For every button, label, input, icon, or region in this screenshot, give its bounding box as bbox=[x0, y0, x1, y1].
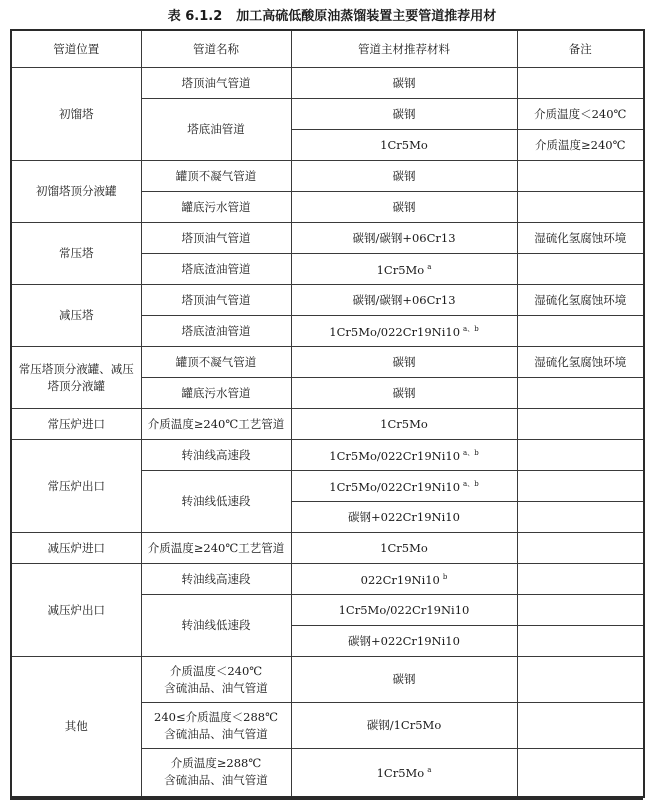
position-cell: 其他 bbox=[11, 657, 141, 797]
name-cell: 罐底污水管道 bbox=[141, 378, 291, 409]
material-cell: 1Cr5Mo/022Cr19Ni10 $^{a、b}$ bbox=[291, 440, 517, 471]
material-cell: 1Cr5Mo bbox=[291, 409, 517, 440]
footnote-marker: a、b bbox=[463, 480, 479, 488]
name-cell bbox=[141, 657, 291, 703]
name-cell bbox=[141, 749, 291, 797]
note-cell bbox=[517, 161, 644, 192]
note-cell bbox=[517, 440, 644, 471]
position-cell: 常压炉进口 bbox=[11, 409, 141, 440]
note-cell bbox=[517, 409, 644, 440]
name-cell: 塔底渣油管道 bbox=[141, 316, 291, 347]
material-cell: 碳钢 bbox=[291, 657, 517, 703]
note-cell: 介质温度≥240℃ bbox=[517, 130, 644, 161]
name-line-2: 含硫油品、油气管道 bbox=[164, 680, 268, 695]
name-cell: 塔底渣油管道 bbox=[141, 254, 291, 285]
note-cell bbox=[517, 657, 644, 703]
name-cell: 罐顶不凝气管道 bbox=[141, 347, 291, 378]
table-bottom-rule bbox=[10, 798, 643, 800]
material-cell: 碳钢/1Cr5Mo bbox=[291, 703, 517, 749]
name-line-1: 240≤介质温度＜288℃ bbox=[154, 709, 278, 724]
table-row bbox=[11, 533, 644, 564]
table-row bbox=[11, 347, 644, 378]
name-cell: 转油线高速段 bbox=[141, 440, 291, 471]
material-cell: 1Cr5Mo/022Cr19Ni10 $^{a、b}$ bbox=[291, 471, 517, 502]
name-line-2: 含硫油品、油气管道 bbox=[164, 773, 268, 788]
material-cell: 1Cr5Mo/022Cr19Ni10 $^{a、b}$ bbox=[291, 316, 517, 347]
name-cell: 介质温度≥240℃工艺管道 bbox=[141, 533, 291, 564]
material-cell: 碳钢+022Cr19Ni10 bbox=[291, 502, 517, 533]
note-cell bbox=[517, 749, 644, 797]
position-cell: 减压炉出口 bbox=[11, 564, 141, 657]
note-cell: 湿硫化氢腐蚀环境 bbox=[517, 223, 644, 254]
header-row bbox=[11, 30, 644, 68]
pipe-material-table bbox=[10, 29, 645, 798]
note-cell bbox=[517, 533, 644, 564]
name-cell: 转油线高速段 bbox=[141, 564, 291, 595]
material-cell: 1Cr5Mo bbox=[291, 130, 517, 161]
footnote-marker: b bbox=[442, 573, 448, 581]
footnote-marker: a、b bbox=[463, 449, 479, 457]
note-cell: 湿硫化氢腐蚀环境 bbox=[517, 347, 644, 378]
name-cell: 罐顶不凝气管道 bbox=[141, 161, 291, 192]
material-cell: 碳钢/碳钢+06Cr13 bbox=[291, 223, 517, 254]
name-cell: 转油线低速段 bbox=[141, 471, 291, 533]
position-cell: 常压炉出口 bbox=[11, 440, 141, 533]
material-cell: 1Cr5Mo/022Cr19Ni10 bbox=[291, 595, 517, 626]
table-row bbox=[11, 161, 644, 192]
table-title-line bbox=[0, 5, 664, 24]
material-cell: 碳钢 bbox=[291, 192, 517, 223]
note-cell bbox=[517, 254, 644, 285]
material-cell: 碳钢 bbox=[291, 161, 517, 192]
name-line-1: 介质温度≥288℃ bbox=[170, 756, 262, 771]
header-position: 管道位置 bbox=[11, 30, 141, 68]
material-cell: 1Cr5Mo $^a$ bbox=[291, 749, 517, 797]
table-row bbox=[11, 285, 644, 316]
position-cell: 常压塔 bbox=[11, 223, 141, 285]
material-cell: 碳钢 bbox=[291, 68, 517, 99]
header-name: 管道名称 bbox=[141, 30, 291, 68]
note-cell bbox=[517, 595, 644, 626]
name-line-2: 含硫油品、油气管道 bbox=[164, 726, 268, 741]
footnote-marker: a bbox=[427, 766, 432, 775]
material-cell: 碳钢/碳钢+06Cr13 bbox=[291, 285, 517, 316]
table-row bbox=[11, 564, 644, 595]
table-row bbox=[11, 657, 644, 703]
table-row bbox=[11, 409, 644, 440]
note-cell bbox=[517, 471, 644, 502]
note-cell: 湿硫化氢腐蚀环境 bbox=[517, 285, 644, 316]
position-cell: 减压塔 bbox=[11, 285, 141, 347]
name-cell: 塔底油管道 bbox=[141, 99, 291, 161]
header-material: 管道主材推荐材料 bbox=[291, 30, 517, 68]
position-cell: 初馏塔 bbox=[11, 68, 141, 161]
table-row bbox=[11, 223, 644, 254]
table-number: 表 6.1.2 bbox=[167, 9, 223, 24]
note-cell bbox=[517, 703, 644, 749]
note-cell bbox=[517, 626, 644, 657]
name-cell: 塔顶油气管道 bbox=[141, 223, 291, 254]
footnote-marker: a bbox=[427, 263, 432, 271]
name-line-1: 介质温度＜240℃ bbox=[169, 663, 263, 678]
footnote-marker: a、b bbox=[463, 325, 479, 333]
header-note: 备注 bbox=[517, 30, 644, 68]
table-title: 加工高硫低酸原油蒸馏装置主要管道推荐用材 bbox=[236, 9, 497, 24]
material-cell: 1Cr5Mo $^a$ bbox=[291, 254, 517, 285]
note-cell bbox=[517, 378, 644, 409]
note-cell bbox=[517, 564, 644, 595]
material-cell: 碳钢 bbox=[291, 378, 517, 409]
note-cell: 介质温度＜240℃ bbox=[517, 99, 644, 130]
material-cell: 022Cr19Ni10 $^b$ bbox=[291, 564, 517, 595]
name-cell: 塔顶油气管道 bbox=[141, 68, 291, 99]
position-cell: 初馏塔顶分液罐 bbox=[11, 161, 141, 223]
position-cell: 减压炉进口 bbox=[11, 533, 141, 564]
name-cell: 介质温度≥240℃工艺管道 bbox=[141, 409, 291, 440]
name-cell: 塔顶油气管道 bbox=[141, 285, 291, 316]
material-cell: 碳钢 bbox=[291, 99, 517, 130]
table-row bbox=[11, 440, 644, 471]
note-cell bbox=[517, 502, 644, 533]
table-row bbox=[11, 68, 644, 99]
position-cell: 常压塔顶分液罐、减压塔顶分液罐 bbox=[11, 347, 141, 409]
name-cell: 罐底污水管道 bbox=[141, 192, 291, 223]
material-cell: 1Cr5Mo bbox=[291, 533, 517, 564]
name-cell bbox=[141, 703, 291, 749]
note-cell bbox=[517, 192, 644, 223]
name-cell: 转油线低速段 bbox=[141, 595, 291, 657]
material-cell: 碳钢+022Cr19Ni10 bbox=[291, 626, 517, 657]
material-cell: 碳钢 bbox=[291, 347, 517, 378]
note-cell bbox=[517, 316, 644, 347]
note-cell bbox=[517, 68, 644, 99]
